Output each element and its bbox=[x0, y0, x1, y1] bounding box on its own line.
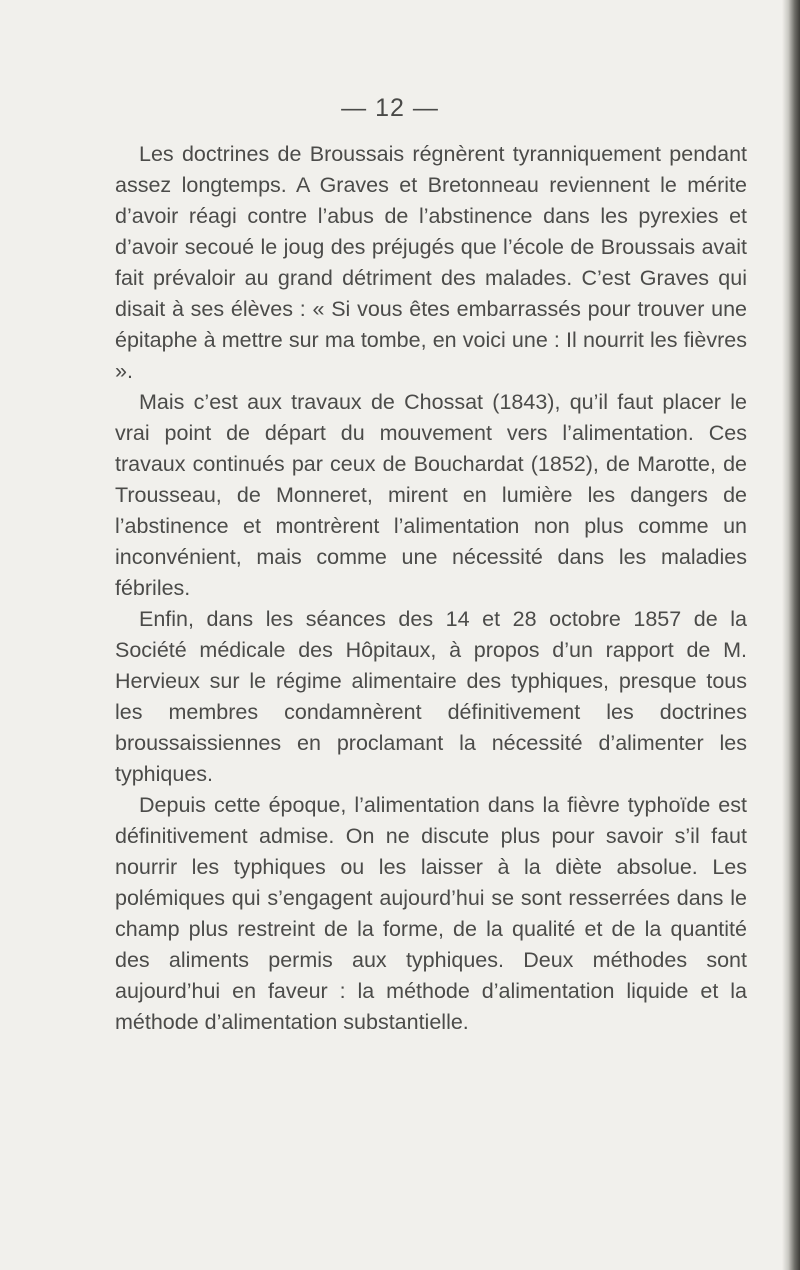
paragraph-chossat: Mais c’est aux travaux de Chossat (1843), qu’il faut placer le vrai point de départ du mouvement vers l’alimentation. Ces travaux continués par ceux de Bouchardat (1852), de Marotte, de Trousseau, de Monneret, mirent en lumière les dangers de l’abstinence et montrèrent l’alimentation non plus comme un inconvénient, mais comme une nécessité dans les maladies fébriles. bbox=[115, 390, 747, 600]
page-edge-shadow bbox=[782, 0, 800, 1270]
paragraph-broussais: Les doctrines de Broussais régnèrent tyranniquement pendant assez longtemps. A Graves et Bretonneau reviennent le mérite d’avoir réagi contre l’abus de l’abstinence dans les pyrexies et d’avoir secoué le joug des préjugés que l’école de Broussais avait fait prévaloir au grand détriment des malades. C’est Graves qui disait à ses élèves : « Si vous êtes embarrassés pour trouver une épitaphe à mettre sur ma tombe, en voici une : Il nourrit les fièvres ». bbox=[115, 142, 747, 383]
body-text bbox=[115, 139, 747, 1038]
page-number: — 12 — bbox=[341, 94, 439, 122]
paragraph-alimentation: Depuis cette époque, l’alimentation dans la fièvre typhoïde est définitivement admise. On ne discute plus pour savoir s’il faut nourrir les typhiques ou les laisser à la diète absolue. Les polémiques qui s’engagent aujourd’hui se sont resserrées dans le champ plus restreint de la forme, de la qualité et de la quantité des aliments permis aux typhiques. Deux méthodes sont aujourd’hui en faveur : la méthode d’alimentation liquide et la méthode d’alimentation substantielle. bbox=[115, 793, 747, 1034]
paragraph-societe-medicale: Enfin, dans les séances des 14 et 28 octobre 1857 de la Société médicale des Hôpitaux, à propos d’un rapport de M. Hervieux sur le régime alimentaire des typhiques, presque tous les membres condamnèrent définitivement les doctrines broussaissiennes en proclamant la nécessité d’alimenter les typhiques. bbox=[115, 607, 747, 786]
